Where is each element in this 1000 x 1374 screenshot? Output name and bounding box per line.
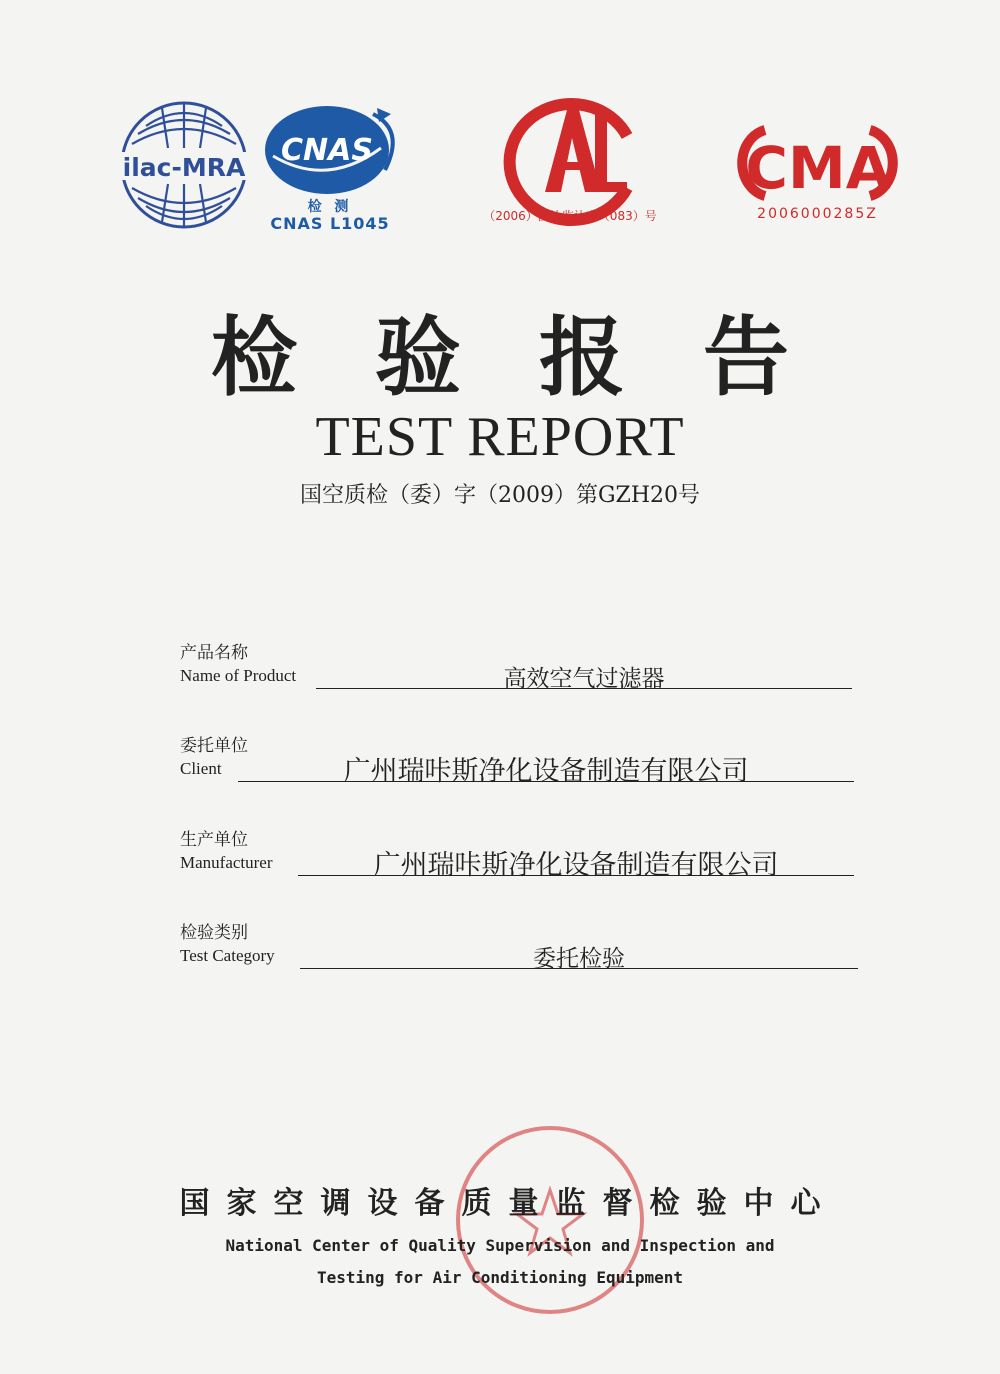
report-title-cn: 检验报告 xyxy=(211,308,867,408)
manufacturer-label-en: Manufacturer xyxy=(180,853,273,872)
ilac-mra-logo xyxy=(118,96,250,234)
report-number: 国空质检（委）字（2009）第GZH20号 xyxy=(299,483,701,508)
product-value: 高效空气过滤器 xyxy=(503,666,665,692)
manufacturer-underline xyxy=(298,875,854,876)
ilac-mra-lettering: ilac-MRA xyxy=(122,153,246,182)
issuer-name-en-line2: Testing for Air Conditioning Equipment xyxy=(316,1268,684,1287)
field-manufacturer xyxy=(180,825,860,885)
category-label-cn: 检验类别 xyxy=(180,923,248,943)
report-title-en: TEST REPORT xyxy=(315,406,685,468)
client-underline xyxy=(238,781,854,782)
client-label-en: Client xyxy=(180,759,222,778)
cnas-lettering: CNAS xyxy=(281,133,373,168)
cal-lettering: CAL xyxy=(568,223,572,224)
cma-lettering: CMA xyxy=(745,134,891,202)
seal-lettering: 国家空调设备质量监督检验中心 检验鉴定章 xyxy=(540,1160,560,1161)
client-value: 广州瑞咔斯净化设备制造有限公司 xyxy=(343,756,749,787)
product-label-cn: 产品名称 xyxy=(180,643,248,663)
product-underline xyxy=(316,688,852,689)
issuer-name-cn: 国家空调设备质量监督检验中心 xyxy=(179,1186,838,1221)
cnas-caption-cn: 检 测 xyxy=(307,199,353,215)
client-label-cn: 委托单位 xyxy=(180,736,248,756)
product-label-en: Name of Product xyxy=(180,666,297,685)
category-label-en: Test Category xyxy=(180,946,275,965)
field-test-category xyxy=(180,918,860,978)
field-product xyxy=(180,638,860,698)
field-client xyxy=(180,731,860,791)
category-value: 委托检验 xyxy=(533,946,625,972)
issuer-name-en-line1: National Center of Quality Supervision and Inspection and xyxy=(225,1236,775,1255)
manufacturer-value: 广州瑞咔斯净化设备制造有限公司 xyxy=(373,850,779,881)
cal-caption: （2006）国认监认字（083）号 xyxy=(483,209,657,223)
manufacturer-label-cn: 生产单位 xyxy=(180,830,248,850)
category-underline xyxy=(300,968,858,969)
cnas-caption-number: CNAS L1045 xyxy=(270,214,390,233)
cma-caption: 2006000285Z xyxy=(757,206,878,222)
